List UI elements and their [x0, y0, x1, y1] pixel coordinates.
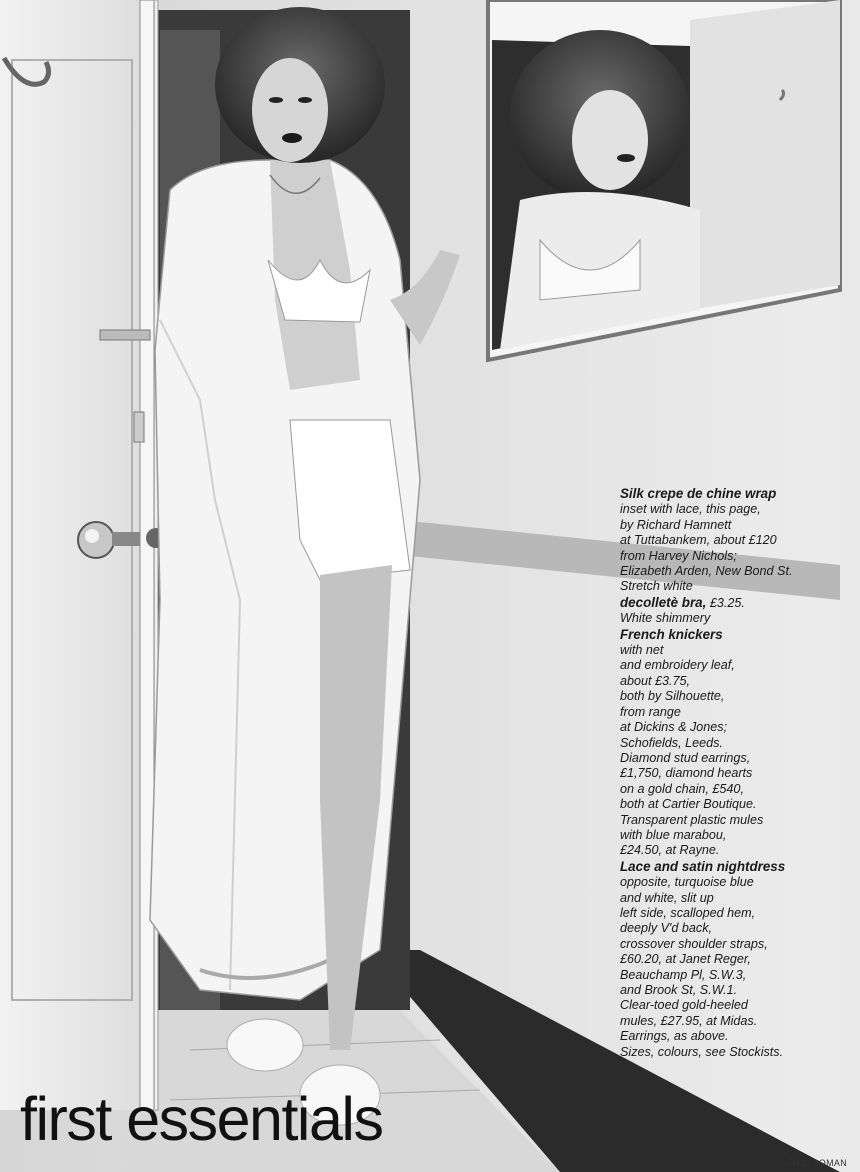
caption-line	[620, 564, 860, 579]
caption-line	[620, 674, 860, 689]
caption-text: with blue marabou,	[620, 827, 727, 842]
caption-text: on a gold chain, £540,	[620, 781, 744, 796]
caption-line	[620, 502, 860, 517]
caption-line	[620, 797, 860, 812]
caption-product-name: Silk crepe de chine wrap	[620, 486, 777, 501]
caption-line	[620, 998, 860, 1013]
slipper-left	[227, 1019, 303, 1071]
caption-line	[620, 1014, 860, 1029]
caption-text: by Richard Hamnett	[620, 517, 732, 532]
caption-line	[620, 859, 860, 875]
caption-text: £60.20, at Janet Reger,	[620, 952, 751, 967]
caption-line	[620, 952, 860, 967]
caption-line	[620, 875, 860, 890]
caption-line	[620, 658, 860, 673]
caption-text: both by Silhouette,	[620, 689, 725, 704]
caption-line	[620, 828, 860, 843]
caption-text: deeply V'd back,	[620, 921, 713, 936]
caption-text: left side, scalloped hem,	[620, 905, 756, 920]
caption-text: £1,750, diamond hearts	[620, 766, 753, 781]
caption-text: opposite, turquoise blue	[620, 875, 754, 890]
caption-line	[620, 689, 860, 704]
caption-line	[620, 782, 860, 797]
caption-line	[620, 533, 860, 548]
caption-text: from Harvey Nichols;	[620, 548, 737, 563]
caption-line	[620, 937, 860, 952]
caption-line	[620, 736, 860, 751]
caption-line	[620, 720, 860, 735]
caption-line	[620, 518, 860, 533]
caption-line	[620, 579, 860, 594]
caption-text: both at Cartier Boutique.	[620, 797, 757, 812]
caption-text: with net	[620, 643, 664, 658]
caption-text: at Tuttabankem, about £120	[620, 533, 777, 548]
photo-credit: ERIC BOMAN	[787, 1158, 848, 1168]
caption-text: Transparent plastic mules	[620, 812, 764, 827]
caption-text: Beauchamp Pl, S.W.3,	[620, 967, 747, 982]
caption-line	[620, 751, 860, 766]
caption-line	[620, 921, 860, 936]
caption-line	[620, 891, 860, 906]
caption-text: and embroidery leaf,	[620, 658, 735, 673]
caption-text: White shimmery	[620, 611, 711, 626]
caption-line	[620, 766, 860, 781]
caption-text: about £3.75,	[620, 673, 691, 688]
caption-product-name: Lace and satin nightdress	[620, 858, 786, 874]
french-knickers	[290, 420, 410, 580]
caption-line	[620, 813, 860, 828]
caption-text: Sizes, colours, see Stockists.	[620, 1044, 784, 1059]
caption-text: Stretch white	[620, 579, 693, 594]
caption-line	[620, 643, 860, 658]
caption-line	[620, 627, 860, 643]
caption-text: Schofields, Leeds.	[620, 735, 723, 750]
caption-line	[620, 983, 860, 998]
caption-line	[620, 968, 860, 983]
caption-line	[620, 1045, 860, 1060]
caption-text: Clear-toed gold-heeled	[620, 998, 748, 1013]
caption-text: at Dickins & Jones;	[620, 720, 728, 735]
face	[252, 58, 328, 162]
caption-line	[620, 1029, 860, 1044]
caption-line	[620, 906, 860, 921]
caption-text: Elizabeth Arden, New Bond St.	[620, 564, 793, 579]
caption-line	[620, 843, 860, 858]
caption-line	[620, 705, 860, 720]
caption-text: £24.50, at Rayne.	[620, 843, 720, 858]
caption-line	[620, 611, 860, 626]
caption-text: and white, slit up	[620, 890, 714, 905]
caption-price: £3.25.	[706, 595, 745, 610]
caption-product-name: decolletè bra,	[620, 594, 707, 610]
caption-text: mules, £27.95, at Midas.	[620, 1013, 758, 1028]
caption-line	[620, 595, 860, 611]
headline: first essentials	[20, 1085, 383, 1153]
caption-text: inset with lace, this page,	[620, 502, 761, 517]
caption-text: crossover shoulder straps,	[620, 936, 768, 951]
caption-text: Diamond stud earrings,	[620, 750, 751, 765]
caption-text: from range	[620, 704, 681, 719]
caption-text: Earrings, as above.	[620, 1029, 729, 1044]
caption-line	[620, 486, 860, 502]
product-caption	[620, 486, 860, 1060]
caption-text: and Brook St, S.W.1.	[620, 983, 738, 997]
caption-line	[620, 549, 860, 564]
caption-product-name: French knickers	[620, 626, 723, 642]
